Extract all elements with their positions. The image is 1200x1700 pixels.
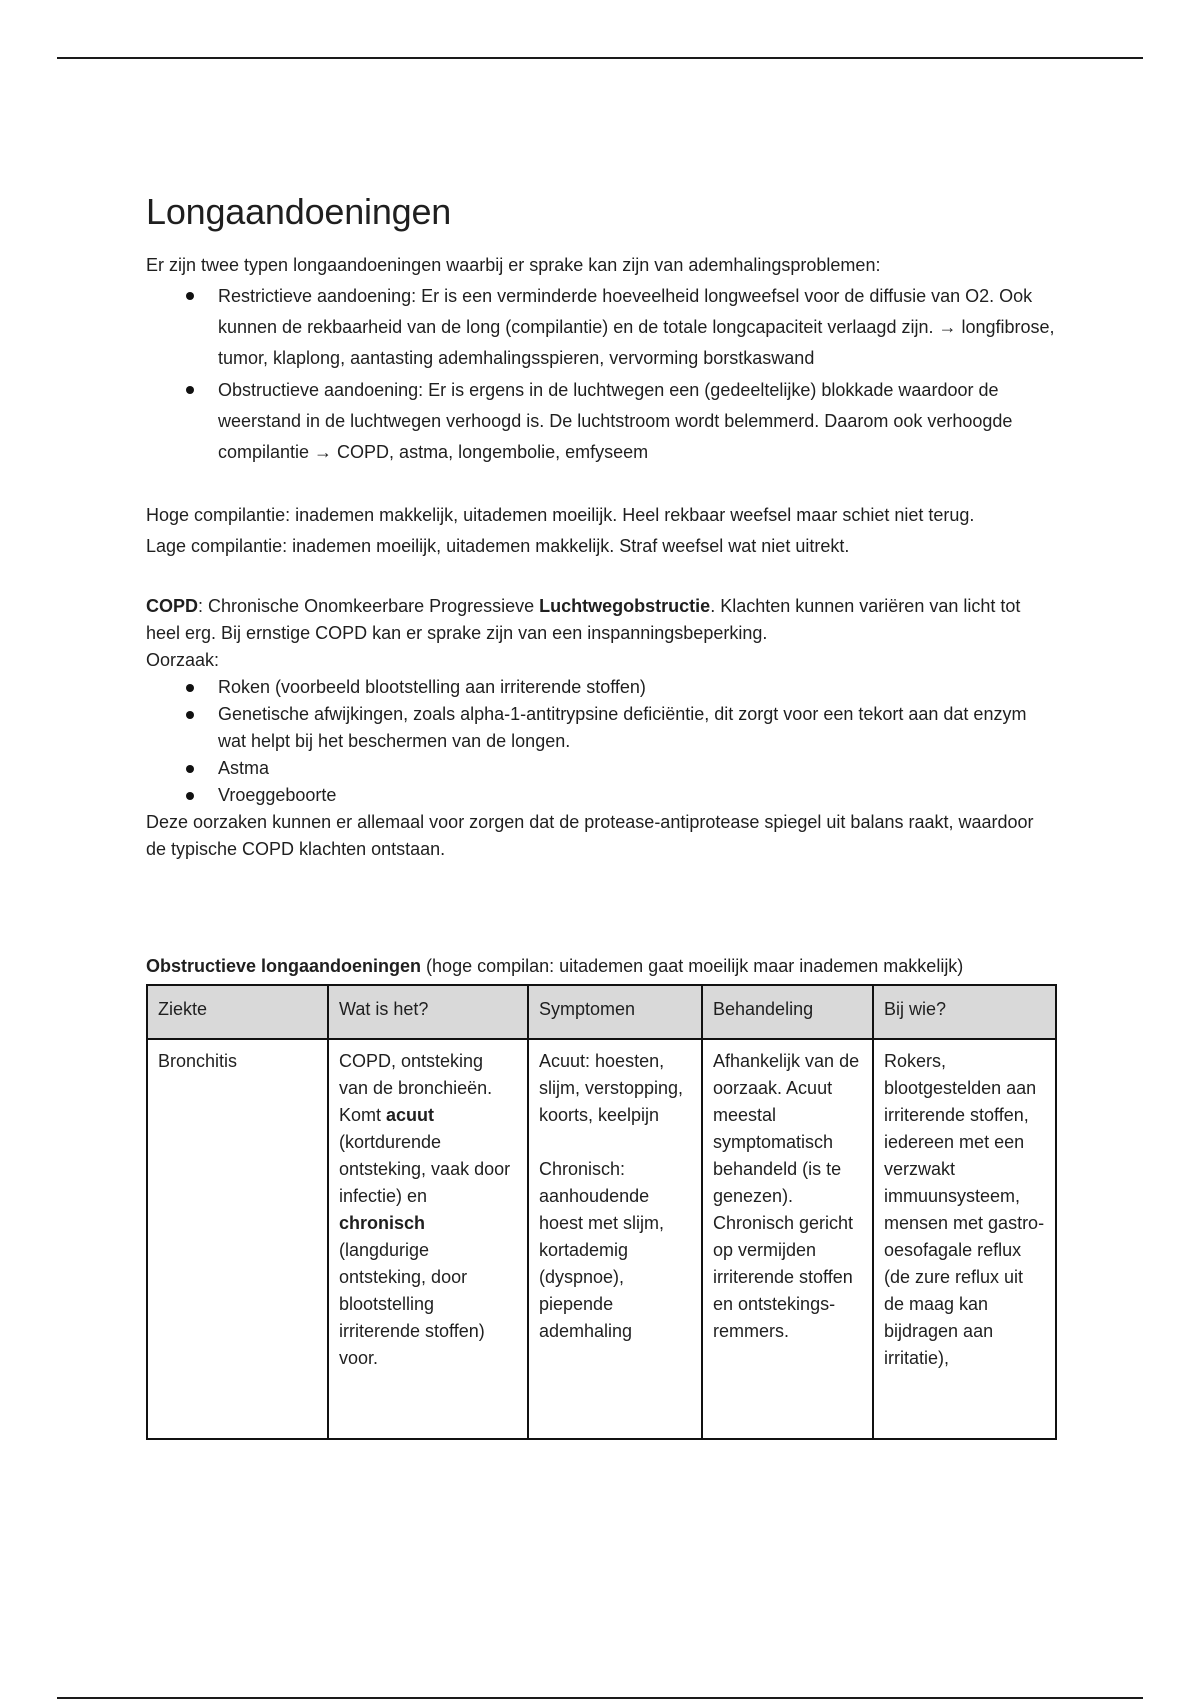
header-rule [57, 57, 1143, 59]
causes-list [146, 674, 1056, 809]
bullet-icon [186, 292, 194, 300]
cause-label: Oorzaak: [146, 650, 220, 670]
copd-definition: COPD: Chronische Onomkeerbare Progressieve Luchtwegobstructie. Klachten kunnen variëren van licht tot heel erg. Bij ernstige COPD kan er sprake zijn van een inspanningsbeperking. [146, 596, 1021, 643]
table-heading: Obstructieve longaandoeningen (hoge compilan: uitademen gaat moeilijk maar inademen makkelijk) [146, 956, 964, 976]
column-header: Bij wie? [873, 985, 1056, 1039]
column-header: Behandeling [702, 985, 873, 1039]
cell-ziekte: Bronchitis [147, 1039, 328, 1439]
page-title: Longaandoeningen [146, 191, 452, 232]
high-compliance-text: Hoge compilantie: inademen makkelijk, uitademen moeilijk. Heel rekbaar weefsel maar schiet niet terug. [146, 505, 975, 525]
footer-rule [57, 1697, 1143, 1699]
cell-behandeling: Afhankelijk van de oorzaak. Acuut meestal symptomatisch behandeld (is te genezen). Chronisch gericht op vermijden irriterende stoffen en ontstekings-remmers. [702, 1039, 873, 1439]
column-header: Symptomen [528, 985, 702, 1039]
list-item: Roken (voorbeeld blootstelling aan irriterende stoffen) [146, 674, 1056, 701]
cell-symptomen: Acuut: hoesten, slijm, verstopping, koorts, keelpijn Chronisch: aanhoudende hoest met slijm, kortademig (dyspnoe), piepende ademhaling [528, 1039, 702, 1439]
cell-wat-is-het: COPD, ontsteking van de bronchieën. Komt acuut (kortdurende ontsteking, vaak door infectie) en chronisch (langdurige ontsteking, door blootstelling irriterende stoffen) voor. [328, 1039, 528, 1439]
disease-table [146, 984, 1057, 1440]
bullet-icon [186, 684, 194, 692]
list-item: Vroeggeboorte [146, 782, 1056, 809]
copd-conclusion: Deze oorzaken kunnen er allemaal voor zorgen dat de protease-antiprotease spiegel uit balans raakt, waardoor de typische COPD klachten ontstaan. [146, 812, 1034, 859]
bullet-icon [186, 386, 194, 394]
table-header-row [147, 985, 1056, 1039]
document-body [146, 188, 1056, 1440]
low-compliance-text: Lage compilantie: inademen moeilijk, uitademen makkelijk. Straf weefsel wat niet uitrekt. [146, 536, 850, 556]
bullet-icon [186, 765, 194, 773]
column-header: Ziekte [147, 985, 328, 1039]
bullet-icon [186, 711, 194, 719]
list-item: Genetische afwijkingen, zoals alpha-1-antitrypsine deficiëntie, dit zorgt voor een tekort aan dat enzym wat helpt bij het beschermen van de longen. [146, 701, 1056, 755]
list-item: Astma [146, 755, 1056, 782]
table-row [147, 1039, 1056, 1439]
intro-text: Er zijn twee typen longaandoeningen waarbij er sprake kan zijn van ademhalingsproblemen: [146, 255, 881, 275]
column-header: Wat is het? [328, 985, 528, 1039]
cell-bij-wie: Rokers, blootgestelden aan irriterende stoffen, iedereen met een verzwakt immuunsysteem, mensen met gastro-oesofagale reflux (de zure reflux uit de maag kan bijdragen aan irritatie), [873, 1039, 1056, 1439]
bullet-icon [186, 792, 194, 800]
list-item: Restrictieve aandoening: Er is een verminderde hoeveelheid longweefsel voor de diffusie van O2. Ook kunnen de rekbaarheid van de long (compilantie) en de totale longcapaciteit verlaagd zijn. → longfibrose, tumor, klaplong, aantasting ademhalingsspieren, vervorming borstkaswand [146, 281, 1056, 374]
list-item: Obstructieve aandoening: Er is ergens in de luchtwegen een (gedeeltelijke) blokkade waardoor de weerstand in de luchtwegen verhoogd is. De luchtstroom wordt belemmerd. Daarom ook verhoogde compilantie → COPD, astma, longembolie, emfyseem [146, 375, 1056, 468]
types-list [146, 281, 1056, 468]
